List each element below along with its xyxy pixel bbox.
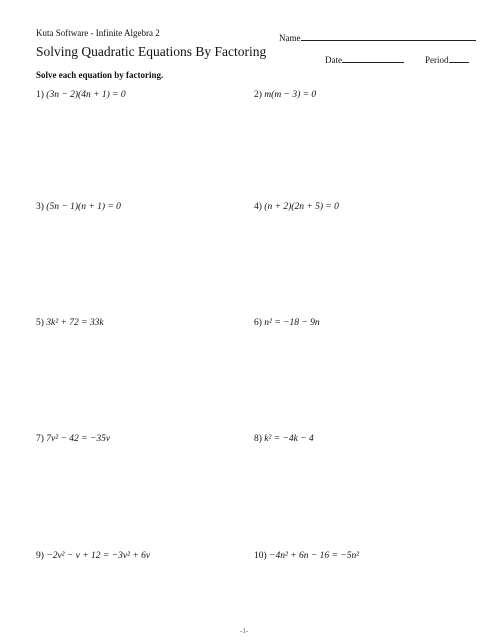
problem-number: 6)	[254, 318, 262, 328]
problem-equation: m(m − 3) = 0	[264, 90, 317, 100]
worksheet-source: Kuta Software - Infinite Algebra 2	[36, 28, 160, 38]
problem-equation: −4n² + 6n − 16 = −5n²	[269, 551, 360, 561]
problem-equation: 7v² − 42 = −35v	[46, 434, 111, 444]
problem-equation: k² = −4k − 4	[264, 434, 314, 444]
name-label: Name	[279, 33, 301, 43]
problem-6	[254, 318, 320, 328]
period-line	[449, 50, 469, 63]
problem-number: 5)	[36, 318, 44, 328]
page-title: Solving Quadratic Equations By Factoring	[36, 44, 267, 59]
date-line	[342, 50, 404, 63]
page-number: -1-	[240, 627, 249, 635]
problem-2	[254, 90, 316, 100]
period-label: Period	[425, 55, 449, 65]
problem-equation: (3n − 2)(4n + 1) = 0	[46, 90, 126, 100]
problem-equation: (5n − 1)(n + 1) = 0	[46, 202, 121, 212]
period-field[interactable]	[425, 50, 469, 65]
problem-equation: n² = −18 − 9n	[264, 318, 320, 328]
problem-number: 7)	[36, 434, 44, 444]
instructions: Solve each equation by factoring.	[36, 70, 164, 80]
problem-7	[36, 434, 110, 444]
problem-number: 1)	[36, 90, 44, 100]
name-field[interactable]	[279, 28, 476, 43]
date-field[interactable]	[325, 50, 404, 65]
problem-3	[36, 202, 121, 212]
problem-4	[254, 202, 339, 212]
problem-number: 3)	[36, 202, 44, 212]
problem-equation: −2v² − v + 12 = −3v² + 6v	[46, 551, 151, 561]
problem-5	[36, 318, 104, 328]
problem-equation: (n + 2)(2n + 5) = 0	[264, 202, 339, 212]
problem-10	[254, 551, 359, 561]
problem-9	[36, 551, 150, 561]
problem-number: 2)	[254, 90, 262, 100]
problem-equation: 3k² + 72 = 33k	[46, 318, 104, 328]
problem-number: 4)	[254, 202, 262, 212]
problem-8	[254, 434, 314, 444]
problem-number: 8)	[254, 434, 262, 444]
problem-number: 10)	[254, 551, 267, 561]
problem-1	[36, 90, 126, 100]
date-label: Date	[325, 55, 342, 65]
name-line	[301, 28, 476, 41]
problem-number: 9)	[36, 551, 44, 561]
